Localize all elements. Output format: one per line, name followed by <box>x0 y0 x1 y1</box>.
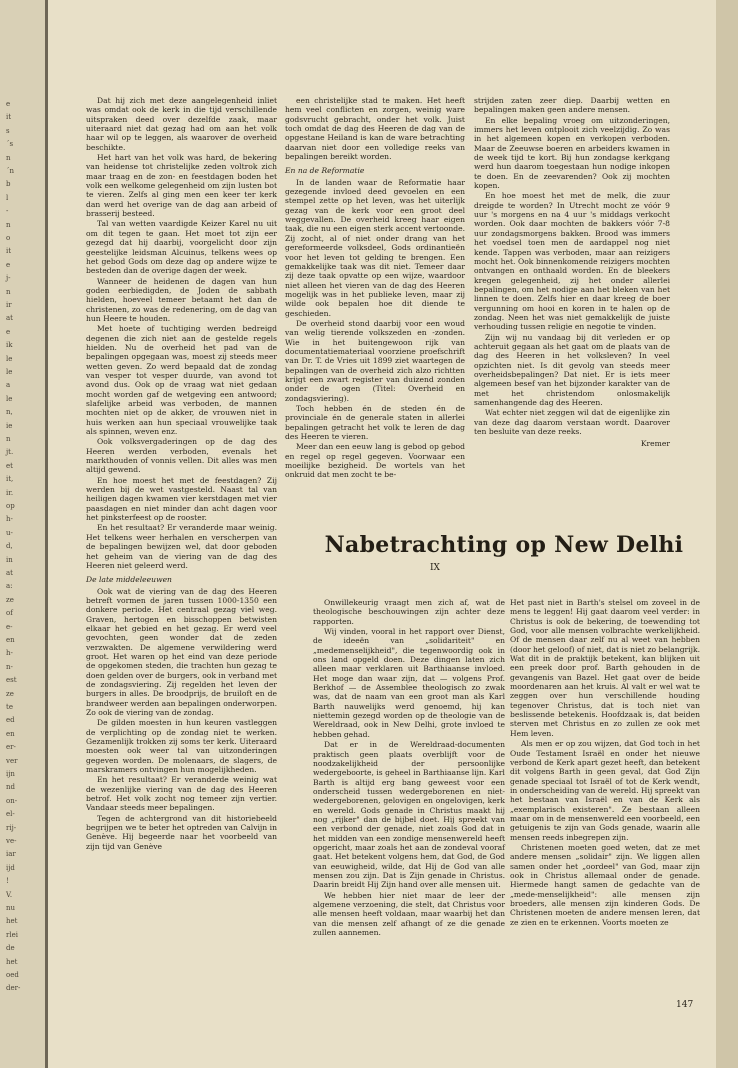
gutter-fragment: d, <box>6 542 13 551</box>
gutter-fragment: on- <box>6 796 18 805</box>
paragraph: Ook volksvergaderingen op de dag des Heeren werden verboden, evenals het markthouden of vonnis vellen. Dit alles was men altijd gewend. <box>86 437 277 475</box>
gutter-fragment: in <box>6 555 13 564</box>
paragraph: Tegen de achtergrond van dit historiebeeld begrijpen we te beter het optreden van Calvijn in Genève. Hij begeerde naar het voorbeeld van zijn tijd van Genève <box>86 813 277 851</box>
author-signature: Kremer <box>640 439 670 449</box>
paragraph: Als men er op zou wijzen, dat God toch in het Oude Testament Israël en onder het nieuwe verbond de Kerk apart gezet heeft, dan betekent dit volgens Barth in geen geval, dat God Zijn genade speciaal tot Israël of tot de Kerk wendt, in onderscheiding van de wereld. Hij spreekt van het bestaan van Israël en van de Kerk als „exemplarisch existeren". Ze bestaan alleen maar om in de mensenwereld een voorbeeld, een getuigenis te zijn van Gods genade, waarin alle mensen reeds inbegrepen zijn. <box>510 739 700 842</box>
gutter-fragment: a: <box>6 582 13 591</box>
gutter-fragment: ijn <box>6 770 15 778</box>
gutter-fragment: ed <box>6 716 15 725</box>
gutter-fragment: e <box>6 327 11 336</box>
gutter-fragment: s <box>6 126 10 135</box>
gutter-fragment: en <box>6 636 15 644</box>
gutter-fragment: ijd <box>6 863 15 872</box>
gutter-fragment: h- <box>6 649 13 658</box>
gutter-fragment: ze <box>6 595 14 604</box>
gutter-fragment: le <box>6 368 13 376</box>
gutter-fragment: it <box>6 247 12 256</box>
gutter-fragment: ´s <box>6 140 14 149</box>
gutter-fragment: l <box>6 193 9 202</box>
page-number: 147 <box>676 1000 694 1010</box>
gutter-fragment: rlei <box>6 930 18 939</box>
paragraph: Christenen moeten goed weten, dat ze met andere mensen „solidair" zijn. We liggen allen samen onder het „oordeel" van God, maar zijn ook in Christus allemaal onder de genade. Hiermede hangt samen de gedachte van de „mede-menselijkheid": alle mensen zijn broeders, alle mensen zijn kinderen Gods. De Christenen moeten de andere mensen leren, dat ze zien en te erkennen. Voorts moeten ze <box>510 842 700 927</box>
paragraph: Toch hebben én de steden én de provinciale én de generale staten in allerlei bepalingen getracht het volk te leren de dag des Heeren te vieren. <box>285 404 465 442</box>
gutter-fragment: ie <box>6 421 13 430</box>
gutter-fragment: el- <box>6 810 15 819</box>
paragraph: Onwillekeurig vraagt men zich af, wat de theologische beschouwingen zijn achter deze rapporten. <box>313 598 505 626</box>
gutter-fragment: n <box>6 153 11 162</box>
gutter-fragment: en <box>6 729 15 738</box>
gutter-fragment: - <box>6 207 9 216</box>
paragraph: We hebben hier niet maar de leer der algemene verzoening, die stelt, dat Christus voor alle mensen heeft voldaan, maar waarbij het dan van die mensen zelf afhangt of ze die genade zullen aannemen. <box>313 890 505 938</box>
gutter-fragment: ir <box>6 301 12 309</box>
column-5 <box>510 598 700 928</box>
column-2 <box>285 96 465 481</box>
paragraph: Het hart van het volk was hard, de bekering van heidense tot christelijke zeden voltrok zich maar traag en de zon- en feestdagen boden het volk een welkome gelegenheid om zijn lusten bot te vieren. Zelfs al ging men een keer ter kerk dan werd het overige van de dag aan arbeid of brasserij besteed. <box>86 153 277 219</box>
gutter-fragment: e <box>6 260 11 269</box>
gutter-fragment: it, <box>6 475 14 484</box>
gutter-fragment: de <box>6 944 15 953</box>
article-title: Nabetrachting op New Delhi <box>324 532 684 558</box>
paragraph: Zijn wij nu vandaag bij dit verleden er op achteruit gegaan als het gaat om de plaats van de dag des Heeren in het volksleven? In veel opzichten niet. Is dit gevolg van steeds meer overheidsbepalingen? Dat niet. Er is iets meer algemeen besef van het bijzonder karakter van de met het christendom onlosmakelijk samenhangende dag des Heeren. <box>474 332 670 407</box>
paragraph: een christelijke stad te maken. Het heeft hem veel conflicten en zorgen, weinig ware godsvrucht gebracht, onder het volk. Juist toch omdat de dag des Heeren de dag van de opgestane Heiland is kan de ware betrachting daarvan niet door een volledige reeks van bepalingen bereikt worden. <box>285 96 465 162</box>
gutter-fragment: het <box>6 917 18 926</box>
gutter-fragment: jt. <box>6 448 14 457</box>
gutter-fragment: ze <box>6 689 14 698</box>
gutter-fragment: te <box>6 703 13 711</box>
gutter-fragment: n <box>6 220 11 229</box>
gutter-fragment: oed <box>6 971 19 979</box>
gutter-fragment: e- <box>6 622 13 631</box>
paragraph: En elke bepaling vroeg om uitzonderingen, immers het leven ontplooit zich veelzijdig. Zo was in het algemeen kopen en verkopen verboden. Maar de Zeeuwse boeren en arbeiders kwamen in de week tijd te kort. Bij hun zondagse kerkgang werd hun daarom toegestaan hun nodige inkopen te doen. En de zeevarenden? Ook zij mochten kopen. <box>474 115 670 191</box>
gutter-fragment: le <box>6 394 13 403</box>
paragraph: De overheid stond daarbij voor een woud van welig tierende volkszeden en -zonden. Wie in het buitengewoon rijk van documentatiemateriaal voorziene proefschrift van Dr. T. de Vries uit 1899 ziet waartegen de bepalingen van de overheid zich alzo richtten krijgt een zwart register van duizend zonden onder de ogen (Titel: Overheid en zondagsviering). <box>285 318 465 403</box>
gutter-fragment: u- <box>6 528 13 537</box>
gutter-fragment: o <box>6 234 11 242</box>
gutter-fragment: er- <box>6 743 16 752</box>
gutter-fragment: op <box>6 502 15 510</box>
paragraph: Wanneer de heidenen de dagen van hun goden eerbiedigden, de Joden de sabbath hielden, hoeveel temeer betaamt het dan de christenen, zo was de redenering, om de dag van hun Heere te houden. <box>86 276 277 323</box>
gutter-fragment: at <box>6 569 13 577</box>
paragraph: Ook wat de viering van de dag des Heeren betreft vormen de jaren tussen 1000-1350 een donkere periode. Het centraal gezag viel weg. Graven, hertogen en bisschoppen betwisten elkaar het gebied en het gezag. Er werd veel gevochten, geen wonder dat de zeden verzwakten. De algemene verwildering werd groot. Het waren op het eind van deze periode de opgekomen steden, die trachten hun gezag te doen gelden over de burgers, ook in verband met de zondagsviering. Zij regelden het leven der burgers in alles. De broodprijs, de bruiloft en de brandweer werden aan bepalingen onderworpen. Zo ook de viering van de zondag. <box>86 586 277 717</box>
paragraph: Wat echter niet zeggen wil dat de eigenlijke zin van deze dag daarom verstaan wordt. Daarover ten besluite van deze reeks. <box>474 408 670 437</box>
gutter-fragment: a <box>6 381 11 390</box>
gutter-fragment: n, <box>6 408 13 417</box>
gutter-fragment: b <box>6 180 11 189</box>
gutter-fragment: at <box>6 314 13 323</box>
gutter-fragment: ir. <box>6 488 14 497</box>
gutter-fragment: V. <box>6 890 13 899</box>
previous-page-edge <box>0 0 48 1068</box>
gutter-fragment: rij- <box>6 823 17 832</box>
paragraph: Dat hij zich met deze aangelegenheid inliet was omdat ook de kerk in die tijd verschillende uitspraken deed over dezelfde zaak, maar uiteraard niet dat gezag had om aan het volk haar wil op te leggen, als waarover de overheid beschikte. <box>86 96 277 152</box>
paragraph: Tal van wetten vaardigde Keizer Karel nu uit om dit tegen te gaan. Het moet tot zijn eer gezegd dat hij daarbij, voorgelicht door zijn geestelijke leidsman Alcuinus, telkens wees op het gebod Gods om deze dag op andere wijze te besteden dan de overige dagen der week. <box>86 219 277 276</box>
paragraph: En hoe moest het met de feestdagen? Zij werden bij de wet vastgesteld. Naast tal van heiligen dagen kwamen vier kerstdagen met vier paasdagen en niet minder dan acht dagen voor het pinksterfeest op de rooster. <box>86 475 277 523</box>
column-3 <box>474 96 670 450</box>
paragraph: Met hoete of tuchtiging werden bedreigd degenen die zich niet aan de gestelde regels hielden. Nu de overheid het pad van de bepalingen opgegaan was, moest zij steeds meer wetten geven. Zo werd bepaald dat de zondag van vesper tot vesper duurde, van avond tot avond dus. Ook op de vraag wat niet gedaan mocht worden gaf de wetgeving een antwoord; slafelijke arbeid was verboden, de mannen mochten niet op de akker, de vrouwen niet in huis werken aan hun speciaal vrouwelijke taak als spinnen, weven enz. <box>86 324 277 437</box>
gutter-fragment: est <box>6 676 17 685</box>
paragraph: En hoe moest het met de melk, die zuur dreigde te worden? In Utrecht mocht ze vóór 9 uur 's morgens en na 4 uur 's middags verkocht worden. Ook daar mochten de bakkers vóór 7-8 uur zondagsmorgens bakken. Brood was immers het voedsel toen men de aardappel nog niet kende. Tappen was verboden, maar aan reizigers mocht het. Ook binnenkomende reizigers mochten ontvangen en onthaald worden. En de bleekers kregen gelegenheid, zij het onder allerlei bepalingen, om het nodige aan het bleken van het linnen te doen. Zelfs hier en daar kreeg de boer vergunning om hooi en koren in te halen op de zondag. Neen het was niet gemakkelijk de juiste verhouding tussen religie en negotie te vinden. <box>474 191 670 332</box>
paragraph: Meer dan een eeuw lang is gebod op gebod en regel op regel gegeven. Voorwaar een moeilijke bezigheid. De wortels van het onkruid dat men zocht te be- <box>285 442 465 480</box>
paragraph: En het resultaat? Er veranderde maar weinig. Het telkens weer herhalen en verscherpen van de bepalingen bewijzen wel, dat door geboden het geheim van de viering van de dag des Heeren niet geleerd werd. <box>86 523 277 570</box>
gutter-fragment: n <box>6 435 11 443</box>
gutter-fragment: e <box>6 100 11 108</box>
gutter-fragment: nu <box>6 904 16 912</box>
section-heading: En na de Reformatie <box>285 166 365 176</box>
gutter-fragment: ! <box>6 877 9 886</box>
gutter-fragment: ´n <box>6 167 15 175</box>
gutter-fragment: n- <box>6 662 13 671</box>
gutter-fragment: j- <box>6 274 11 283</box>
paragraph: De gilden moesten in hun keuren vastleggen de verplichting op de zondag niet te werken. Gezamenlijk trokken zij soms ter kerk. Uiteraard moesten ook weer tal van uitzonderingen gegeven worden. De molenaars, de slagers, de marskramers ontvingen hun mogelijkheden. <box>86 718 277 775</box>
gutter-fragment: iar <box>6 850 16 859</box>
gutter-fragment: ve- <box>6 837 17 845</box>
gutter-fragment: le <box>6 354 13 363</box>
gutter-fragment: der- <box>6 984 21 993</box>
gutter-fragment: n <box>6 287 11 296</box>
paragraph: strijden zaten zeer diep. Daarbij wetten en bepalingen maken geen andere mensen. <box>474 96 670 115</box>
column-1 <box>86 96 277 852</box>
gutter-fragment: het <box>6 957 18 966</box>
paragraph: En het resultaat? Er veranderde weinig wat de wezenlijke viering van de dag des Heeren betrof. Het volk zocht nog temeer zijn vertier. Vandaar steeds meer bepalingen. <box>86 775 277 813</box>
gutter-fragment: h- <box>6 515 13 524</box>
gutter-fragment: it <box>6 113 12 122</box>
paragraph: In de landen waar de Reformatie haar gezegende invloed deed gevoelen en een stempel zette op het leven, was het uiterlijk gezag van de kerk voor een groot deel weggevallen. De overheid kreeg haar eigen taak, die nu een eigen sterk accent vertoonde. Zij zocht, al of niet onder drang van het gereformeerde volksdeel, Gods ordinantieën voor het leven tot gelding te brengen. Een gemakkelijke taak was dit niet. Temeer daar zij deze taak opvatte op een wijze, waardoor niet alleen het vieren van de dag des Heeren mogelijk was in het publieke leven, maar zij wilde ook bepalen hoe dit diende te geschieden. <box>285 177 465 318</box>
column-4 <box>313 598 505 938</box>
gutter-fragment: ver <box>6 756 18 765</box>
article-part-number: IX <box>430 563 440 573</box>
gutter-fragment: of <box>6 609 13 618</box>
gutter-fragment: et <box>6 461 13 470</box>
gutter-fragment: ik <box>6 341 13 350</box>
page-right-edge <box>716 0 738 1068</box>
gutter-fragment: nd <box>6 783 15 792</box>
paragraph: Het past niet in Barth's stelsel om zoveel in de mens te leggen! Hij gaat daarom veel verder: in Christus is ook de bekering, de toewending tot God, voor alle mensen volbrachte werkelijkheid. Of de mensen daar zelf nu al weet van hebben (door het geloof) of niet, dat is niet zo belangrijk. Wat dit in de praktijk betekent, kan blijken uit een preek door prof. Barth gehouden in de gevangenis van Bazel. Het gaat over de beide moordenaren aan het kruis. Al valt er wel wat te zeggen over hun verschillende houding tegenover Christus, dat is toch niet van beslissende betekenis. Hoofdzaak is, dat beiden sterven met Christus en zo zullen ze ook met Hem leven. <box>510 598 700 738</box>
section-heading: De late middeleeuwen <box>86 575 172 585</box>
paragraph: Dat er in de Wereldraad-documenten praktisch geen plaats overblijft voor de noodzakelijkheid der persoonlijke wedergeboorte, is geheel in Barthiaanse lijn. Karl Barth is altijd erg bang geweest voor een onderscheid tussen wedergeborenen en niet-wedergeborenen, gelovigen en ongelovigen, kerk en wereld. Gods genade in Christus maakt hij nog „rijker" dan de bijbel doet. Hij spreekt van een verbond der genade, niet zoals God dat in het midden van een zondige mensenwereld heeft opgericht, maar zoals het aan de zondeval vooraf gaat. Het betekent volgens hem, dat God, de God van eeuwigheid, wilde, dat Hij de God van alle mensen zou zijn. Dat is Zijn genade in Christus. Daarin breidt Hij Zijn hand over alle mensen uit. <box>313 740 505 890</box>
paragraph: Wij vinden, vooral in het rapport over Dienst, de ideeën van „solidariteit" en „medemenselijkheid", die tegenwoordig ook in ons land opgeld doen. Deze dingen laten zich alleen maar verklaren uit Barthiaanse invloed. Het moge dan waar zijn, dat — volgens Prof. Berkhof — de Assemblee theologisch zo zwak was, dat de naam van een groot man als Karl Barth nauwelijks werd genoemd, hij kan niettemin gezegd worden op de theologie van de Wereldraad, ook in New Delhi, grote invloed te hebben gehad. <box>313 627 505 739</box>
